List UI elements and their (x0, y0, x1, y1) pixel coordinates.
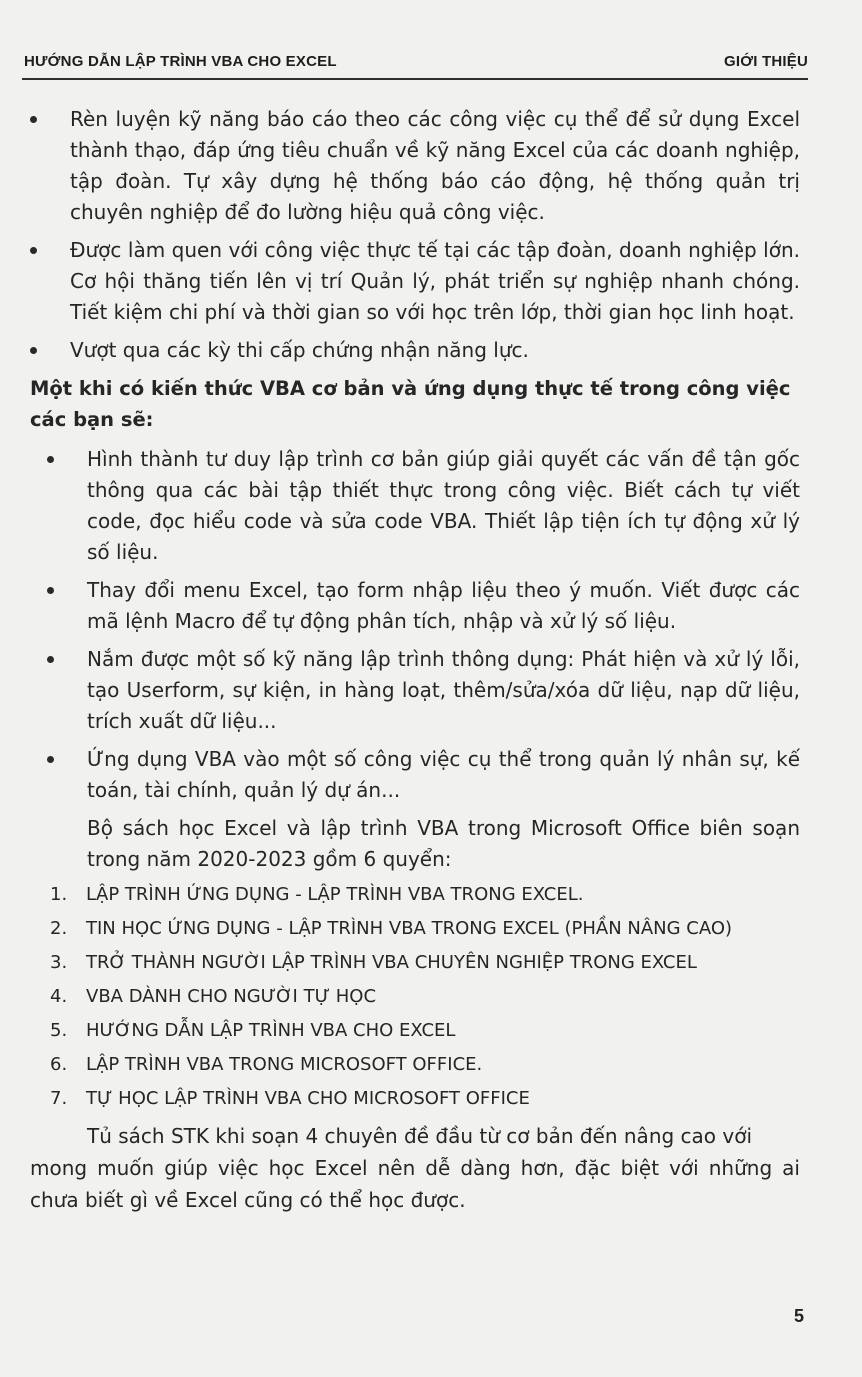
book-title: VBA DÀNH CHO NGƯỜI TỰ HỌC (86, 986, 377, 1007)
bullet-text: Nắm được một số kỹ năng lập trình thông dụng: Phát hiện và xử lý lỗi, tạo Userform, sự kiện, in hàng loạt, thêm/sửa/xóa dữ liệu, nạp dữ liệu, trích xuất dữ liệu... (87, 647, 800, 733)
book-list-item (30, 1052, 800, 1078)
bullet-item (30, 235, 800, 328)
bullet-text: Thay đổi menu Excel, tạo form nhập liệu theo ý muốn. Viết được các mã lệnh Macro để tự động phân tích, nhập và xử lý số liệu. (87, 578, 800, 633)
book-number: 7. (50, 1088, 68, 1109)
bullet-item (30, 335, 800, 366)
header-book-title: HƯỚNG DẪN LẬP TRÌNH VBA CHO EXCEL (24, 53, 337, 70)
book-list-item (30, 1086, 800, 1112)
book-number: 5. (50, 1020, 68, 1041)
book-title: TRỞ THÀNH NGƯỜI LẬP TRÌNH VBA CHUYÊN NGHIỆP TRONG EXCEL (86, 952, 697, 973)
closing-first-line: Tủ sách STK khi soạn 4 chuyên đề đầu từ cơ bản đến nâng cao với (87, 1124, 753, 1148)
book-number: 1. (50, 884, 68, 905)
bullet-item (30, 444, 800, 568)
running-header (22, 50, 808, 80)
bullet-text: Được làm quen với công việc thực tế tại các tập đoàn, doanh nghiệp lớn. Cơ hội thăng tiến lên vị trí Quản lý, phát triển sự nghiệp nhanh chóng. Tiết kiệm chi phí và thời gian so với học trên lớp, thời gian học linh hoạt. (70, 238, 800, 324)
bullet-icon (30, 116, 37, 123)
book-list-item (30, 984, 800, 1010)
page-content (30, 104, 800, 1216)
book-list-item (30, 916, 800, 942)
bullet-text: Ứng dụng VBA vào một số công việc cụ thể trong quản lý nhân sự, kế toán, tài chính, quản lý dự án... (87, 747, 800, 802)
book-number: 2. (50, 918, 68, 939)
bullet-item (30, 744, 800, 806)
bullet-icon (30, 247, 37, 254)
book-list (30, 882, 800, 1112)
bullet-text: Vượt qua các kỳ thi cấp chứng nhận năng lực. (70, 338, 529, 362)
bullet-icon (47, 456, 54, 463)
bullet-icon (30, 347, 37, 354)
section-intro: Một khi có kiến thức VBA cơ bản và ứng dụng thực tế trong công việc các bạn sẽ: (30, 377, 791, 431)
book-list-item (30, 882, 800, 908)
book-title: TIN HỌC ỨNG DỤNG - LẬP TRÌNH VBA TRONG EXCEL (PHẦN NÂNG CAO) (86, 918, 733, 939)
bullet-text: Hình thành tư duy lập trình cơ bản giúp giải quyết các vấn đề tận gốc thông qua các bài tập thiết thực trong công việc. Biết cách tự viết code, đọc hiểu code và sửa code VBA. Thiết lập tiện ích tự động xử lý số liệu. (87, 447, 800, 564)
books-intro: Bộ sách học Excel và lập trình VBA trong Microsoft Office biên soạn trong năm 2020-2023 gồm 6 quyển: (87, 816, 800, 871)
bullet-text: Rèn luyện kỹ năng báo cáo theo các công việc cụ thể để sử dụng Excel thành thạo, đáp ứng tiêu chuẩn về kỹ năng Excel của các doanh nghiệp, tập đoàn. Tự xây dựng hệ thống báo cáo động, hệ thống quản trị chuyên nghiệp để đo lường hiệu quả công việc. (70, 107, 800, 224)
bullet-item (30, 644, 800, 737)
book-number: 3. (50, 952, 68, 973)
bullet-icon (47, 756, 54, 763)
book-number: 6. (50, 1054, 68, 1075)
book-number: 4. (50, 986, 68, 1007)
book-list-item (30, 1018, 800, 1044)
bullet-icon (47, 587, 54, 594)
book-title: HƯỚNG DẪN LẬP TRÌNH VBA CHO EXCEL (86, 1020, 456, 1041)
closing-continuation: mong muốn giúp việc học Excel nên dễ dàng hơn, đặc biệt với những ai chưa biết gì về Excel cũng có thể học được. (30, 1156, 800, 1212)
book-title: TỰ HỌC LẬP TRÌNH VBA CHO MICROSOFT OFFICE (86, 1088, 530, 1109)
page-number: 5 (793, 1306, 804, 1326)
book-list-item (30, 950, 800, 976)
bullet-item (30, 575, 800, 637)
header-section-title: GIỚI THIỆU (724, 53, 808, 70)
book-title: LẬP TRÌNH ỨNG DỤNG - LẬP TRÌNH VBA TRONG EXCEL. (86, 884, 584, 905)
bullet-icon (47, 656, 54, 663)
bullet-item (30, 104, 800, 228)
closing-paragraph (30, 1120, 800, 1216)
book-title: LẬP TRÌNH VBA TRONG MICROSOFT OFFICE. (86, 1054, 483, 1075)
